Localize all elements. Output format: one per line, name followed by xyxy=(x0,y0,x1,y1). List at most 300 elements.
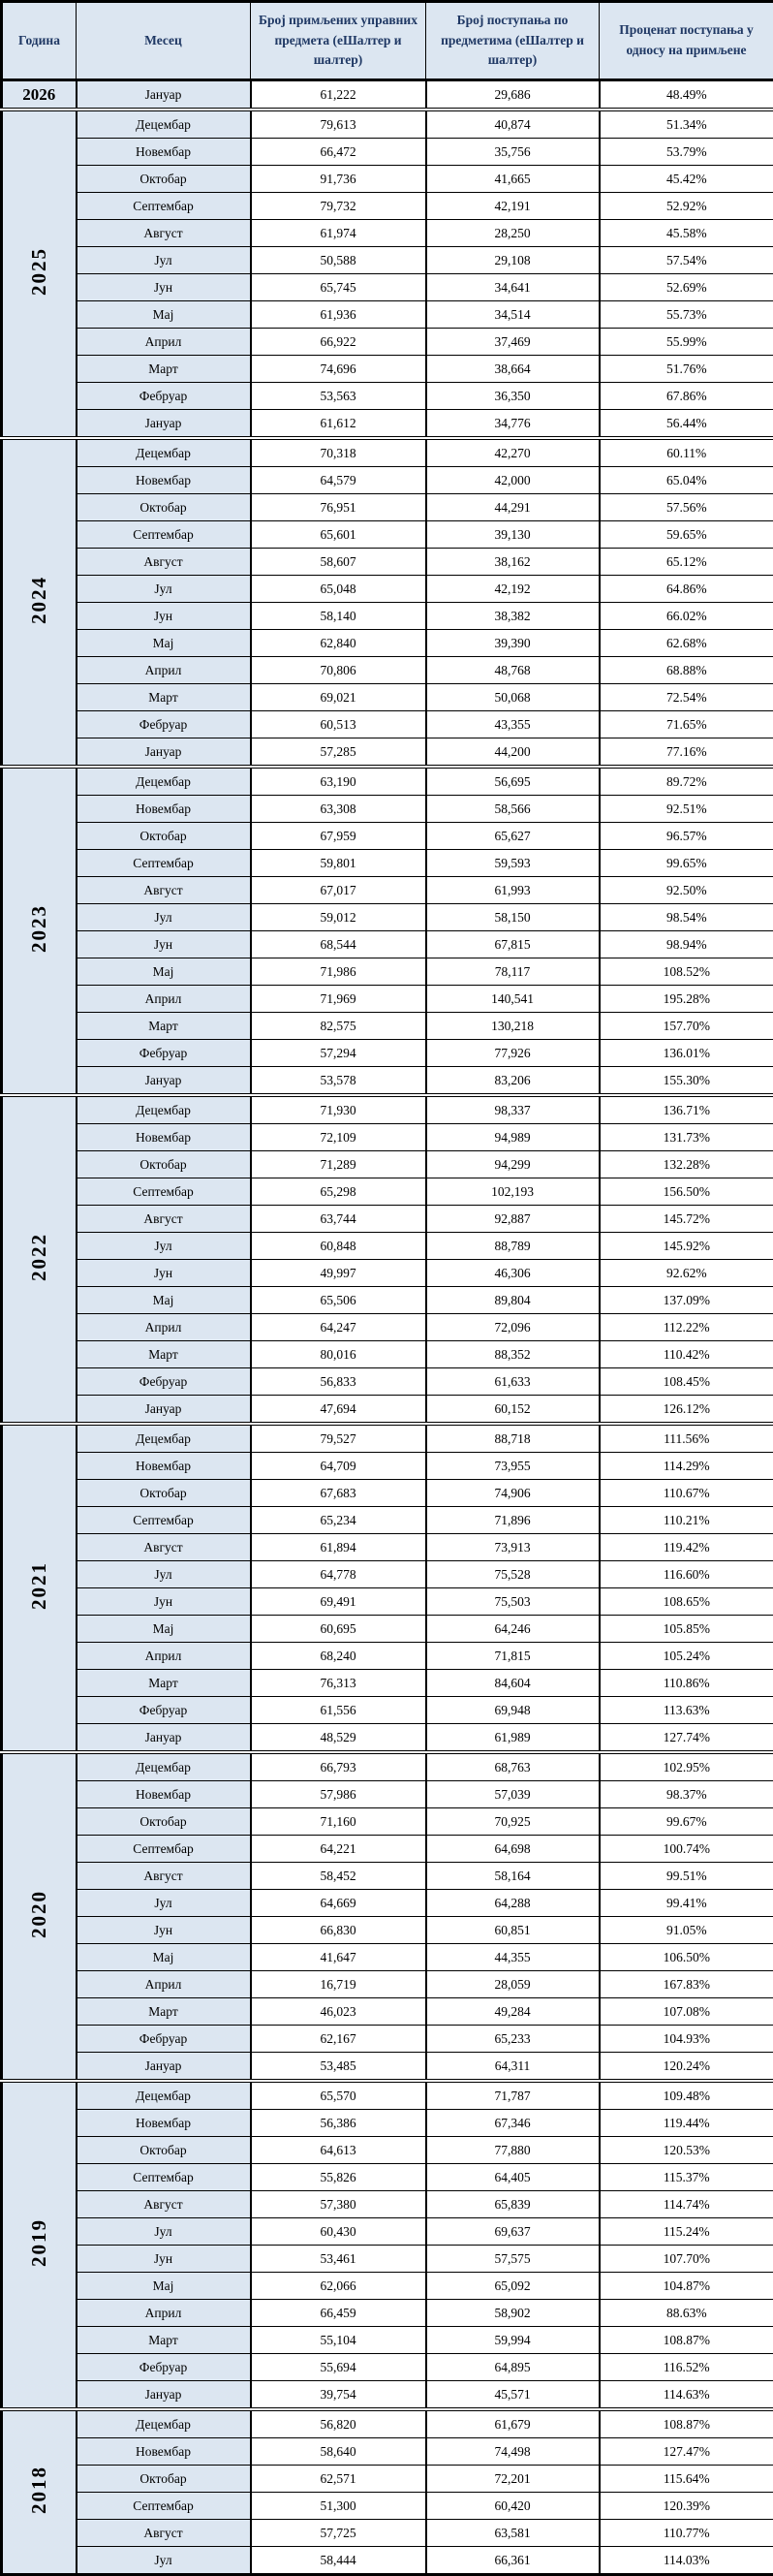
received-cell: 58,444 xyxy=(251,2547,426,2575)
month-cell: Март xyxy=(77,684,251,711)
table-row xyxy=(2,1998,773,2026)
received-cell: 16,719 xyxy=(251,1971,426,1998)
table-row xyxy=(2,1453,773,1480)
percent-cell: 120.24% xyxy=(600,2053,773,2082)
received-cell: 63,190 xyxy=(251,767,426,796)
table-row xyxy=(2,549,773,576)
percent-cell: 55.73% xyxy=(600,301,773,329)
processed-cell: 64,895 xyxy=(426,2354,600,2381)
month-cell: Септембар xyxy=(77,850,251,877)
table-row xyxy=(2,2300,773,2327)
received-cell: 53,461 xyxy=(251,2246,426,2273)
received-cell: 76,313 xyxy=(251,1670,426,1697)
table-row xyxy=(2,247,773,274)
month-cell: Октобар xyxy=(77,823,251,850)
percent-cell: 116.52% xyxy=(600,2354,773,2381)
processed-cell: 84,604 xyxy=(426,1670,600,1697)
received-cell: 57,725 xyxy=(251,2520,426,2547)
received-cell: 55,104 xyxy=(251,2327,426,2354)
received-cell: 71,160 xyxy=(251,1808,426,1836)
percent-cell: 65.04% xyxy=(600,467,773,494)
processed-cell: 29,686 xyxy=(426,80,600,110)
month-cell: Август xyxy=(77,220,251,247)
percent-cell: 92.62% xyxy=(600,1260,773,1287)
month-cell: Април xyxy=(77,329,251,356)
month-cell: Јул xyxy=(77,2218,251,2246)
percent-cell: 110.42% xyxy=(600,1341,773,1368)
table-row xyxy=(2,1561,773,1588)
percent-cell: 98.54% xyxy=(600,904,773,931)
table-row xyxy=(2,220,773,247)
percent-cell: 145.92% xyxy=(600,1233,773,1260)
percent-cell: 157.70% xyxy=(600,1013,773,1040)
month-cell: Новембар xyxy=(77,1453,251,1480)
processed-cell: 102,193 xyxy=(426,1178,600,1206)
processed-cell: 130,218 xyxy=(426,1013,600,1040)
percent-cell: 72.54% xyxy=(600,684,773,711)
month-cell: Децембар xyxy=(77,767,251,796)
received-cell: 46,023 xyxy=(251,1998,426,2026)
year-label: 2025 xyxy=(27,247,51,296)
month-cell: Фебруар xyxy=(77,711,251,738)
month-cell: Јул xyxy=(77,1561,251,1588)
month-cell: Децембар xyxy=(77,1424,251,1453)
table-row xyxy=(2,711,773,738)
percent-cell: 136.71% xyxy=(600,1095,773,1124)
percent-cell: 108.65% xyxy=(600,1588,773,1616)
month-cell: Новембар xyxy=(77,1124,251,1151)
received-cell: 65,570 xyxy=(251,2081,426,2110)
table-row xyxy=(2,1124,773,1151)
processed-cell: 63,581 xyxy=(426,2520,600,2547)
year-label: 2023 xyxy=(27,904,51,953)
received-cell: 66,830 xyxy=(251,1917,426,1944)
month-cell: Фебруар xyxy=(77,2026,251,2053)
month-cell: Јун xyxy=(77,274,251,301)
year-label: 2022 xyxy=(27,1233,51,1281)
processed-cell: 37,469 xyxy=(426,329,600,356)
processed-cell: 39,390 xyxy=(426,630,600,657)
year-label: 2020 xyxy=(27,1890,51,1938)
received-cell: 67,959 xyxy=(251,823,426,850)
processed-cell: 57,039 xyxy=(426,1781,600,1808)
percent-cell: 114.63% xyxy=(600,2381,773,2410)
received-cell: 41,647 xyxy=(251,1944,426,1971)
percent-cell: 100.74% xyxy=(600,1836,773,1863)
table-row xyxy=(2,1836,773,1863)
processed-cell: 64,311 xyxy=(426,2053,600,2082)
processed-cell: 28,250 xyxy=(426,220,600,247)
processed-cell: 64,246 xyxy=(426,1616,600,1643)
header-year: Година xyxy=(2,2,77,80)
received-cell: 48,529 xyxy=(251,1724,426,1753)
percent-cell: 52.69% xyxy=(600,274,773,301)
received-cell: 57,294 xyxy=(251,1040,426,1067)
month-cell: Фебруар xyxy=(77,383,251,410)
received-cell: 67,017 xyxy=(251,877,426,904)
processed-cell: 56,695 xyxy=(426,767,600,796)
received-cell: 68,240 xyxy=(251,1643,426,1670)
processed-cell: 89,804 xyxy=(426,1287,600,1314)
month-cell: Октобар xyxy=(77,1808,251,1836)
processed-cell: 58,566 xyxy=(426,796,600,823)
table-row xyxy=(2,1643,773,1670)
received-cell: 65,601 xyxy=(251,521,426,549)
percent-cell: 104.87% xyxy=(600,2273,773,2300)
month-cell: Октобар xyxy=(77,2466,251,2493)
percent-cell: 105.24% xyxy=(600,1643,773,1670)
table-row xyxy=(2,2354,773,2381)
percent-cell: 114.74% xyxy=(600,2191,773,2218)
processed-cell: 45,571 xyxy=(426,2381,600,2410)
received-cell: 71,969 xyxy=(251,986,426,1013)
year-label: 2018 xyxy=(27,2466,51,2514)
month-cell: Август xyxy=(77,1534,251,1561)
processed-cell: 39,130 xyxy=(426,521,600,549)
table-row xyxy=(2,823,773,850)
month-cell: Јануар xyxy=(77,410,251,439)
percent-cell: 53.79% xyxy=(600,139,773,166)
percent-cell: 51.34% xyxy=(600,110,773,139)
month-cell: Април xyxy=(77,986,251,1013)
table-row xyxy=(2,2164,773,2191)
processed-cell: 35,756 xyxy=(426,139,600,166)
processed-cell: 73,913 xyxy=(426,1534,600,1561)
processed-cell: 64,405 xyxy=(426,2164,600,2191)
table-row xyxy=(2,1013,773,1040)
percent-cell: 55.99% xyxy=(600,329,773,356)
processed-cell: 88,718 xyxy=(426,1424,600,1453)
processed-cell: 60,851 xyxy=(426,1917,600,1944)
table-row xyxy=(2,958,773,986)
received-cell: 53,563 xyxy=(251,383,426,410)
received-cell: 64,669 xyxy=(251,1890,426,1917)
processed-cell: 48,768 xyxy=(426,657,600,684)
percent-cell: 108.45% xyxy=(600,1368,773,1396)
received-cell: 61,894 xyxy=(251,1534,426,1561)
table-row xyxy=(2,767,773,796)
received-cell: 64,247 xyxy=(251,1314,426,1341)
received-cell: 61,556 xyxy=(251,1697,426,1724)
table-row xyxy=(2,1507,773,1534)
percent-cell: 116.60% xyxy=(600,1561,773,1588)
received-cell: 82,575 xyxy=(251,1013,426,1040)
processed-cell: 94,989 xyxy=(426,1124,600,1151)
table-row xyxy=(2,1233,773,1260)
received-cell: 55,826 xyxy=(251,2164,426,2191)
table-row xyxy=(2,2409,773,2438)
month-cell: Октобар xyxy=(77,1480,251,1507)
table-row xyxy=(2,1095,773,1124)
month-cell: Април xyxy=(77,2300,251,2327)
processed-cell: 88,789 xyxy=(426,1233,600,1260)
processed-cell: 74,906 xyxy=(426,1480,600,1507)
percent-cell: 113.63% xyxy=(600,1697,773,1724)
received-cell: 64,778 xyxy=(251,1561,426,1588)
year-cell xyxy=(2,1424,77,1752)
percent-cell: 65.12% xyxy=(600,549,773,576)
month-cell: Децембар xyxy=(77,2409,251,2438)
received-cell: 65,234 xyxy=(251,1507,426,1534)
received-cell: 61,974 xyxy=(251,220,426,247)
month-cell: Фебруар xyxy=(77,1368,251,1396)
received-cell: 69,491 xyxy=(251,1588,426,1616)
table-row xyxy=(2,2026,773,2053)
table-row xyxy=(2,2327,773,2354)
received-cell: 55,694 xyxy=(251,2354,426,2381)
table-row xyxy=(2,2273,773,2300)
table-row xyxy=(2,438,773,467)
percent-cell: 57.56% xyxy=(600,494,773,521)
month-cell: Септембар xyxy=(77,1507,251,1534)
table-row xyxy=(2,1260,773,1287)
table-row xyxy=(2,1616,773,1643)
month-cell: Новембар xyxy=(77,2438,251,2466)
table-row xyxy=(2,630,773,657)
percent-cell: 112.22% xyxy=(600,1314,773,1341)
month-cell: Март xyxy=(77,2327,251,2354)
processed-cell: 69,948 xyxy=(426,1697,600,1724)
table-row xyxy=(2,329,773,356)
month-cell: Мај xyxy=(77,301,251,329)
year-cell xyxy=(2,110,77,438)
percent-cell: 119.44% xyxy=(600,2110,773,2137)
header-row xyxy=(2,2,773,80)
year-cell xyxy=(2,1095,77,1424)
year-cell xyxy=(2,2081,77,2409)
percent-cell: 110.67% xyxy=(600,1480,773,1507)
month-cell: Фебруар xyxy=(77,1697,251,1724)
received-cell: 71,930 xyxy=(251,1095,426,1124)
received-cell: 71,986 xyxy=(251,958,426,986)
month-cell: Јануар xyxy=(77,2381,251,2410)
percent-cell: 108.52% xyxy=(600,958,773,986)
table-row xyxy=(2,1178,773,1206)
month-cell: Мај xyxy=(77,630,251,657)
header-month: Месец xyxy=(77,2,251,80)
month-cell: Мај xyxy=(77,1944,251,1971)
percent-cell: 120.53% xyxy=(600,2137,773,2164)
month-cell: Фебруар xyxy=(77,1040,251,1067)
percent-cell: 127.47% xyxy=(600,2438,773,2466)
processed-cell: 40,874 xyxy=(426,110,600,139)
month-cell: Децембар xyxy=(77,110,251,139)
percent-cell: 62.68% xyxy=(600,630,773,657)
received-cell: 91,736 xyxy=(251,166,426,193)
percent-cell: 48.49% xyxy=(600,80,773,110)
percent-cell: 115.64% xyxy=(600,2466,773,2493)
processed-cell: 34,514 xyxy=(426,301,600,329)
processed-cell: 71,787 xyxy=(426,2081,600,2110)
table-row xyxy=(2,657,773,684)
month-cell: Фебруар xyxy=(77,2354,251,2381)
received-cell: 72,109 xyxy=(251,1124,426,1151)
table-row xyxy=(2,521,773,549)
table-row xyxy=(2,2520,773,2547)
month-cell: Новембар xyxy=(77,2110,251,2137)
table-row xyxy=(2,2053,773,2082)
processed-cell: 44,200 xyxy=(426,738,600,768)
processed-cell: 77,880 xyxy=(426,2137,600,2164)
processed-cell: 57,575 xyxy=(426,2246,600,2273)
percent-cell: 108.87% xyxy=(600,2409,773,2438)
received-cell: 79,527 xyxy=(251,1424,426,1453)
received-cell: 64,579 xyxy=(251,467,426,494)
processed-cell: 73,955 xyxy=(426,1453,600,1480)
percent-cell: 98.37% xyxy=(600,1781,773,1808)
percent-cell: 136.01% xyxy=(600,1040,773,1067)
year-cell xyxy=(2,1752,77,2081)
received-cell: 70,318 xyxy=(251,438,426,467)
year-cell xyxy=(2,767,77,1095)
received-cell: 58,452 xyxy=(251,1863,426,1890)
month-cell: Новембар xyxy=(77,796,251,823)
table-row xyxy=(2,2493,773,2520)
received-cell: 47,694 xyxy=(251,1396,426,1425)
month-cell: Јул xyxy=(77,1233,251,1260)
processed-cell: 75,528 xyxy=(426,1561,600,1588)
percent-cell: 71.65% xyxy=(600,711,773,738)
received-cell: 53,578 xyxy=(251,1067,426,1096)
header-processed: Број поступања по предметима (еШалтер и шалтер) xyxy=(426,2,600,80)
processed-cell: 60,420 xyxy=(426,2493,600,2520)
percent-cell: 115.24% xyxy=(600,2218,773,2246)
month-cell: Август xyxy=(77,2520,251,2547)
received-cell: 60,513 xyxy=(251,711,426,738)
table-row xyxy=(2,110,773,139)
table-row xyxy=(2,2137,773,2164)
table-body xyxy=(2,80,773,2575)
percent-cell: 45.42% xyxy=(600,166,773,193)
table-row xyxy=(2,1588,773,1616)
processed-cell: 72,201 xyxy=(426,2466,600,2493)
processed-cell: 67,815 xyxy=(426,931,600,958)
month-cell: Септембар xyxy=(77,1178,251,1206)
month-cell: Мај xyxy=(77,958,251,986)
table-row xyxy=(2,2110,773,2137)
received-cell: 69,021 xyxy=(251,684,426,711)
processed-cell: 61,679 xyxy=(426,2409,600,2438)
processed-cell: 88,352 xyxy=(426,1341,600,1368)
table-row xyxy=(2,2246,773,2273)
percent-cell: 99.65% xyxy=(600,850,773,877)
processed-cell: 72,096 xyxy=(426,1314,600,1341)
percent-cell: 52.92% xyxy=(600,193,773,220)
processed-cell: 43,355 xyxy=(426,711,600,738)
month-cell: Април xyxy=(77,1314,251,1341)
received-cell: 59,012 xyxy=(251,904,426,931)
header-percent: Проценат поступања у односу на примљене xyxy=(600,2,773,80)
table-row xyxy=(2,1067,773,1096)
received-cell: 50,588 xyxy=(251,247,426,274)
percent-cell: 114.29% xyxy=(600,1453,773,1480)
table-row xyxy=(2,1341,773,1368)
received-cell: 66,459 xyxy=(251,2300,426,2327)
month-cell: Јун xyxy=(77,1917,251,1944)
percent-cell: 137.09% xyxy=(600,1287,773,1314)
table-row xyxy=(2,2081,773,2110)
table-row xyxy=(2,383,773,410)
percent-cell: 59.65% xyxy=(600,521,773,549)
month-cell: Април xyxy=(77,657,251,684)
month-cell: Јул xyxy=(77,1890,251,1917)
percent-cell: 107.08% xyxy=(600,1998,773,2026)
received-cell: 63,308 xyxy=(251,796,426,823)
received-cell: 67,683 xyxy=(251,1480,426,1507)
table-row xyxy=(2,1724,773,1753)
received-cell: 60,695 xyxy=(251,1616,426,1643)
month-cell: Јул xyxy=(77,247,251,274)
received-cell: 70,806 xyxy=(251,657,426,684)
received-cell: 80,016 xyxy=(251,1341,426,1368)
table-row xyxy=(2,356,773,383)
header-received: Број примљених управних предмета (еШалтер и шалтер) xyxy=(251,2,426,80)
received-cell: 62,066 xyxy=(251,2273,426,2300)
processed-cell: 65,233 xyxy=(426,2026,600,2053)
received-cell: 68,544 xyxy=(251,931,426,958)
percent-cell: 77.16% xyxy=(600,738,773,768)
year-label: 2024 xyxy=(27,576,51,624)
received-cell: 65,298 xyxy=(251,1178,426,1206)
table-row xyxy=(2,1670,773,1697)
percent-cell: 66.02% xyxy=(600,603,773,630)
month-cell: Септембар xyxy=(77,1836,251,1863)
month-cell: Октобар xyxy=(77,1151,251,1178)
processed-cell: 61,993 xyxy=(426,877,600,904)
received-cell: 60,848 xyxy=(251,1233,426,1260)
month-cell: Август xyxy=(77,877,251,904)
month-cell: Јун xyxy=(77,931,251,958)
received-cell: 57,380 xyxy=(251,2191,426,2218)
month-cell: Август xyxy=(77,1206,251,1233)
percent-cell: 51.76% xyxy=(600,356,773,383)
table-row xyxy=(2,1971,773,1998)
percent-cell: 110.86% xyxy=(600,1670,773,1697)
month-cell: Октобар xyxy=(77,166,251,193)
processed-cell: 92,887 xyxy=(426,1206,600,1233)
percent-cell: 45.58% xyxy=(600,220,773,247)
processed-cell: 49,284 xyxy=(426,1998,600,2026)
processed-cell: 66,361 xyxy=(426,2547,600,2575)
processed-cell: 46,306 xyxy=(426,1260,600,1287)
month-cell: Јануар xyxy=(77,80,251,110)
processed-cell: 50,068 xyxy=(426,684,600,711)
processed-cell: 78,117 xyxy=(426,958,600,986)
month-cell: Новембар xyxy=(77,467,251,494)
month-cell: Септембар xyxy=(77,2493,251,2520)
table-row xyxy=(2,1287,773,1314)
processed-cell: 42,270 xyxy=(426,438,600,467)
received-cell: 65,506 xyxy=(251,1287,426,1314)
month-cell: Октобар xyxy=(77,494,251,521)
month-cell: Јун xyxy=(77,2246,251,2273)
percent-cell: 56.44% xyxy=(600,410,773,439)
table-row xyxy=(2,684,773,711)
month-cell: Јануар xyxy=(77,1396,251,1425)
processed-cell: 83,206 xyxy=(426,1067,600,1096)
table-row xyxy=(2,2547,773,2575)
processed-cell: 59,994 xyxy=(426,2327,600,2354)
percent-cell: 67.86% xyxy=(600,383,773,410)
processed-cell: 61,989 xyxy=(426,1724,600,1753)
table-row xyxy=(2,1781,773,1808)
processed-cell: 98,337 xyxy=(426,1095,600,1124)
received-cell: 56,820 xyxy=(251,2409,426,2438)
processed-cell: 44,355 xyxy=(426,1944,600,1971)
percent-cell: 110.21% xyxy=(600,1507,773,1534)
received-cell: 58,140 xyxy=(251,603,426,630)
received-cell: 63,744 xyxy=(251,1206,426,1233)
